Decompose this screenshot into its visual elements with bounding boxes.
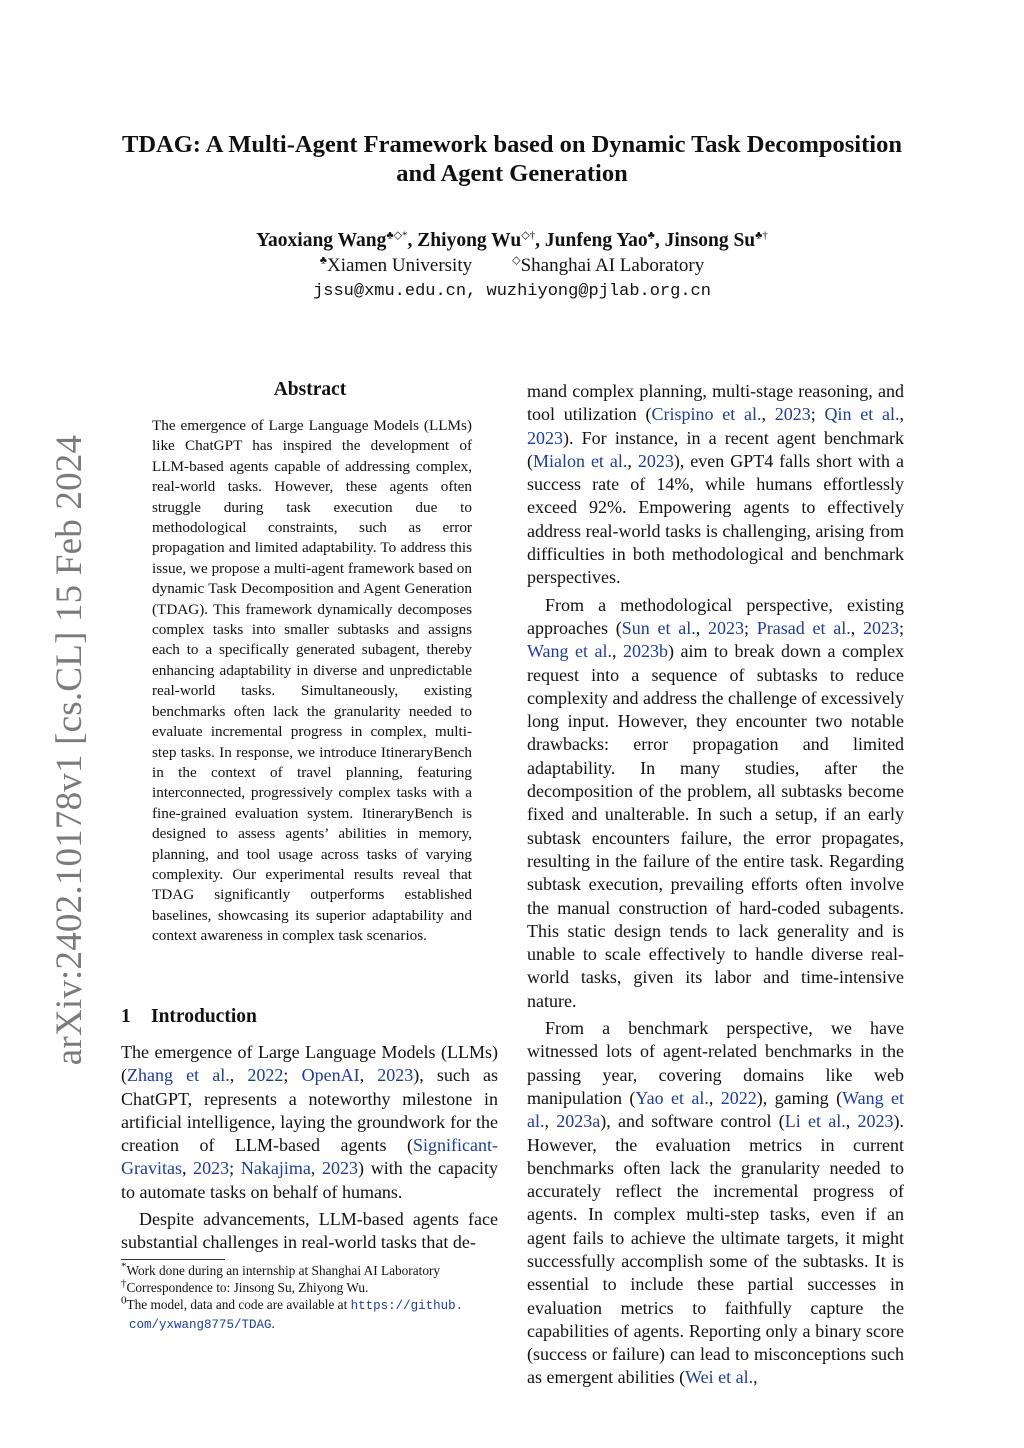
footnote-3 <box>121 1296 511 1315</box>
footnote-2-mark: † <box>121 1277 127 1290</box>
right-paragraph-3: From a benchmark perspective, we have witnessed lots of agent-related benchmarks in the passing year, covering domains like web manipulation (Yao et al., 2022), gaming (Wang et al., 2023a), and software control (Li et al., 2023). However, the evaluation metrics in current benchmarks often lack the granularity needed to accurately reflect the incremental progress of agents. In complex multi-step tasks, even if an agent fails to achieve the ultimate targets, it might successfully accomplish some of the subtasks. It is essential to include these partial successes in evaluation metrics to faithfully capture the capabilities of agents. Reporting only a binary score (success or failure) can lead to misconceptions such as emergent abilities (Wei et al., <box>527 1018 905 1388</box>
citation-link[interactable]: Wei et al. <box>685 1367 754 1388</box>
title-line-2: and Agent Generation <box>396 160 628 187</box>
citation-link[interactable]: Yao et al. <box>635 1087 709 1108</box>
footnote-3-end: . <box>271 1316 275 1331</box>
footnote-3-text: The model, data and code are available at <box>126 1297 351 1312</box>
affil-mark-2: ◇ <box>512 254 521 267</box>
citation-link[interactable]: Significant-Gravitas <box>121 1135 498 1179</box>
right-paragraph-2: From a methodological perspective, existing approaches (Sun et al., 2023; Prasad et al., 2023; Wang et al., 2023b) aim to break down a complex request into a sequence of subtasks to reduce complexity and address the challenge of excessively long input. However, they encounter two notable drawbacks: error propagation and limited adaptability. In many studies, after the decomposition of the problem, all subtasks become fixed and unalterable. In such a setup, if an early subtask encounters failure, the error propagates, resulting in the failure of the entire task. Regarding subtask execution, prevailing efforts often involve the manual construction of hard-coded subagents. This static design tends to lack generality and is unable to scale effectively to handle diverse real-world tasks, given its labor and time-intensive nature. <box>527 594 905 1011</box>
citation-link[interactable]: Li et al. <box>784 1111 846 1132</box>
section-heading <box>121 1005 501 1029</box>
footnotes <box>121 1262 511 1334</box>
section-title: Introduction <box>151 1006 257 1027</box>
author-sep: , <box>407 230 418 251</box>
citation-link[interactable]: Prasad et al. <box>756 617 851 638</box>
footnote-rule <box>121 1259 225 1260</box>
affil-2: Shanghai AI Laboratory <box>520 255 705 276</box>
section-number: 1 <box>121 1006 131 1027</box>
citation-link[interactable]: Zhang et al. <box>127 1065 230 1086</box>
citation-link[interactable]: 2022 <box>720 1087 757 1108</box>
citation-link[interactable]: 2023b <box>623 641 669 662</box>
citation-link[interactable]: 2023 <box>377 1065 414 1086</box>
citation-link[interactable]: 2023 <box>863 617 900 638</box>
right-paragraph-1: mand complex planning, multi-stage reasoning, and tool utilization (Crispino et al., 2023; Qin et al., 2023). For instance, in a recent agent benchmark (Mialon et al., 2023), even GPT4 falls short with a success rate of 14%, while humans effortlessly exceed 92%. Empowering agents to effectively address real-world tasks is challenging, arising from difficulties in both methodological and benchmark perspectives. <box>527 381 904 588</box>
citation-link[interactable]: Sun et al. <box>621 617 696 638</box>
citation-link[interactable]: 2023 <box>322 1158 359 1179</box>
author-2-marks: ◇† <box>521 229 536 242</box>
footnote-2-text: Correspondence to: Jinsong Su, Zhiyong Wu. <box>126 1280 369 1295</box>
author-3: Junfeng Yao <box>544 230 648 251</box>
intro-paragraph-1: The emergence of Large Language Models (LLMs) (Zhang et al., 2022; OpenAI, 2023), such as ChatGPT, represents a noteworthy milestone in artificial intelligence, laying the groundwork for the creation of LLM-based agents (Significant-Gravitas, 2023; Nakajima, 2023) with the capacity to automate tasks on behalf of humans. <box>121 1042 499 1202</box>
citation-link[interactable]: 2023a <box>556 1111 601 1132</box>
author-1: Yaoxiang Wang <box>256 230 387 251</box>
author-4: Jinsong Su <box>664 230 756 251</box>
author-sep: , <box>535 230 545 251</box>
citation-link[interactable]: Crispino et al. <box>651 404 762 425</box>
author-emails[interactable]: jssu@xmu.edu.cn, wuzhiyong@pjlab.org.cn <box>313 282 711 301</box>
citation-link[interactable]: 2022 <box>247 1065 284 1086</box>
abstract-heading: Abstract <box>273 379 347 400</box>
citation-link[interactable]: 2023 <box>857 1111 894 1132</box>
footnote-1-text: Work done during an internship at Shanghai AI Laboratory <box>126 1263 441 1278</box>
citation-link[interactable]: 2023 <box>774 404 811 425</box>
footnote-1-mark: * <box>121 1260 127 1273</box>
arxiv-stamp-text: arXiv:2402.10178v1 [cs.CL] 15 Feb 2024 <box>49 434 90 1066</box>
footnote-3-cont <box>121 1315 511 1334</box>
affiliations <box>100 254 924 278</box>
author-3-marks: ♣ <box>647 229 655 242</box>
author-list <box>100 228 924 253</box>
right-column <box>527 380 904 1390</box>
author-2: Zhiyong Wu <box>417 230 522 251</box>
intro-paragraph-2: Despite advancements, LLM-based agents face substantial challenges in real-world tasks that de- <box>121 1209 498 1253</box>
abstract-body <box>152 416 472 947</box>
citation-link[interactable]: 2023 <box>637 450 674 471</box>
code-link-cont[interactable]: com/yxwang8775/TDAG <box>129 1318 272 1332</box>
citation-link[interactable]: 2023 <box>527 427 563 448</box>
paper-title <box>100 130 924 188</box>
citation-link[interactable]: Wang et al. <box>527 641 613 662</box>
citation-link[interactable]: 2023 <box>708 617 744 638</box>
author-1-marks: ♣◇* <box>386 229 408 242</box>
citation-link[interactable]: Qin et al. <box>824 404 900 425</box>
affil-mark-1: ♣ <box>319 254 327 267</box>
affil-1: Xiamen University <box>327 255 473 276</box>
footnote-1 <box>121 1262 511 1279</box>
footnote-3-mark: 0 <box>121 1294 127 1307</box>
citation-link[interactable]: OpenAI <box>301 1065 360 1086</box>
left-column <box>121 1041 498 1255</box>
title-line-1: TDAG: A Multi-Agent Framework based on Dynamic Task Decomposition <box>122 131 902 158</box>
citation-link[interactable]: 2023 <box>193 1158 230 1179</box>
author-sep: , <box>654 230 665 251</box>
citation-link[interactable]: Wang et al. <box>527 1087 905 1132</box>
code-link[interactable]: https://github. <box>350 1299 464 1313</box>
author-4-marks: ♣† <box>755 229 768 242</box>
footnote-2 <box>121 1279 511 1296</box>
citation-link[interactable]: Nakajima <box>240 1158 311 1179</box>
citation-link[interactable]: Mialon et al. <box>533 450 628 471</box>
abstract-text: The emergence of Large Language Models (LLMs) like ChatGPT has inspired the development of LLM-based agents capable of addressing complex, real-world tasks. However, these agents often struggle during task execution due to methodological constraints, such as error propagation and limited adaptability. To address this issue, we propose a multi-agent framework based on dynamic Task Decomposition and Agent Generation (TDAG). This framework dynamically decomposes complex tasks into smaller subtasks and assigns each to a specifically generated subagent, thereby enhancing adaptability in diverse and unpredictable real-world tasks. Simultaneously, existing benchmarks often lack the granularity needed to evaluate incremental progress in complex, multi-step tasks. In response, we introduce ItineraryBench in the context of travel planning, featuring interconnected, progressively complex tasks with a fine-grained evaluation system. ItineraryBench is designed to assess agents’ abilities in memory, planning, and tool usage across tasks of varying complexity. Our experimental results reveal that TDAG significantly outperforms established baselines, showcasing its superior adaptability and context awareness in complex task scenarios. <box>152 417 472 945</box>
